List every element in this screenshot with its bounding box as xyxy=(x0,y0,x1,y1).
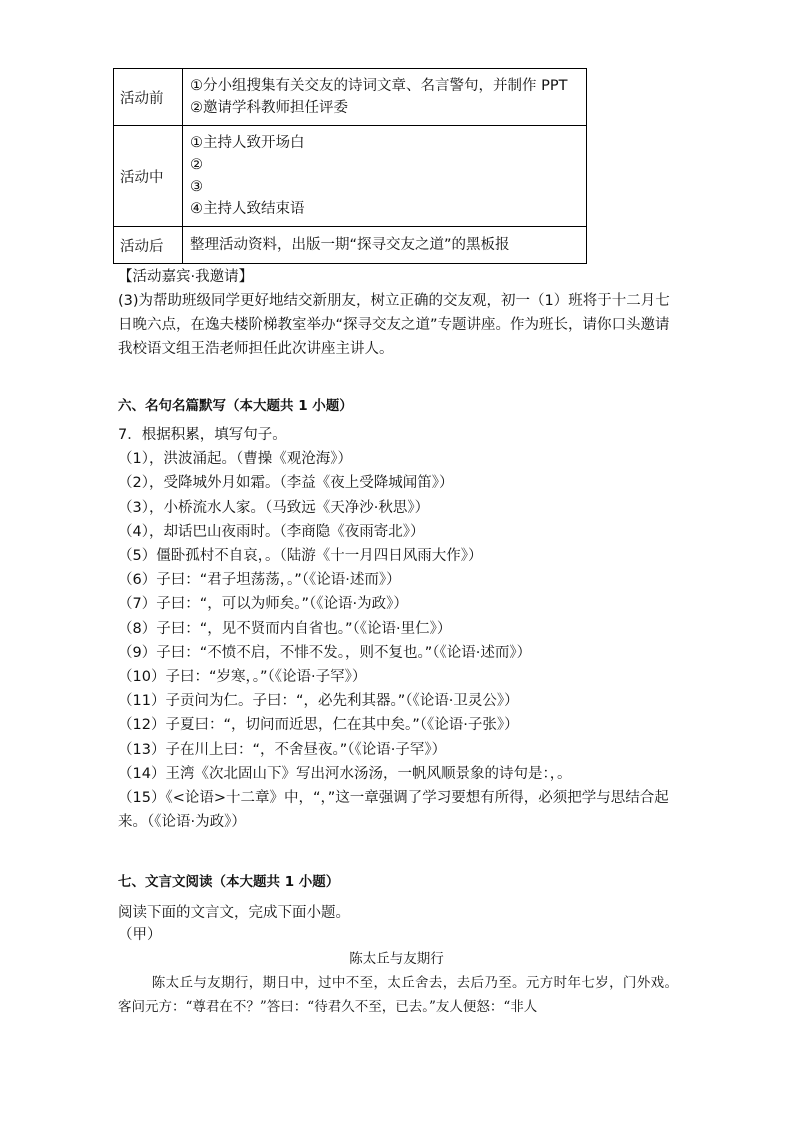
list-item: （5）僵卧孤村不自哀，。（陆游《十一月四日风雨大作》） xyxy=(118,548,483,565)
list-item: （9）子曰：“不愤不启，不悱不发。，则不复也。”（《论语·述而》） xyxy=(118,644,532,661)
table-row xyxy=(114,227,587,264)
passage-title: 陈太丘与友期行 xyxy=(349,951,444,967)
content-cell xyxy=(183,69,587,126)
list-item: （10）子曰：“岁寒，。”（《论语·子罕》） xyxy=(118,669,367,686)
content-cell xyxy=(183,227,587,264)
list-item: （12）子夏曰：“，切问而近思，仁在其中矣。”（《论语·子张》） xyxy=(118,717,519,734)
list-item: （4），却话巴山夜雨时。（李商隐《夜雨寄北》） xyxy=(118,523,425,540)
cell-line: ④主持人致结束语 xyxy=(190,201,305,217)
recitation-list xyxy=(118,423,678,834)
list-item: （8）子曰：“，见不贤而内自省也。”（《论语·里仁》） xyxy=(118,620,452,637)
list-item: （15）《<论语>十二章》中，“，”这一章强调了学习要想有所得，必须把学与思结合起来。（《论语·为政》） xyxy=(118,790,669,831)
table-row xyxy=(114,69,587,126)
stage-cell: 活动中 xyxy=(114,126,183,227)
question-intro: 7．根据积累，填写句子。 xyxy=(118,427,287,443)
cell-line: ①主持人致开场白 xyxy=(190,135,305,151)
list-item: （13）子在川上曰：“，不舍昼夜。”（《论语·子罕》） xyxy=(118,741,447,758)
passage-label: （甲） xyxy=(118,927,162,943)
passage-text: 陈太丘与友期行，期日中，过中不至，太丘舍去，去后乃至。元方时年七岁，门外戏。客问元方：“尊君在不？”答曰：“待君久不至，已去。”友人便怒：“非人 xyxy=(118,975,678,1015)
reading-intro: 阅读下面的文言文，完成下面小题。 xyxy=(118,905,350,921)
cell-line: 整理活动资料，出版一期“探寻交友之道”的黑板报 xyxy=(190,237,510,253)
cell-line: ②邀请学科教师担任评委 xyxy=(190,100,348,116)
invite-heading: 【活动嘉宾·我邀请】 xyxy=(118,269,254,285)
section6-heading: 六、名句名篇默写（本大题共 1 小题） xyxy=(118,398,353,414)
cell-line: ①分小组搜集有关交友的诗词文章、名言警句，并制作 PPT xyxy=(190,78,568,94)
list-item: （6）子曰：“君子坦荡荡，。”（《论语·述而》） xyxy=(118,572,401,589)
stage-cell: 活动后 xyxy=(114,227,183,264)
section7-heading: 七、文言文阅读（本大题共 1 小题） xyxy=(118,874,340,890)
list-item: （1），洪波涌起。（曹操《观沧海》） xyxy=(118,451,352,468)
list-item: （3），小桥流水人家。（马致远《天净沙·秋思》） xyxy=(118,499,430,516)
table-row xyxy=(114,126,587,227)
stage-cell: 活动前 xyxy=(114,69,183,126)
list-item: （2），受降城外月如霜。（李益《夜上受降城闻笛》） xyxy=(118,475,454,492)
content-cell xyxy=(183,126,587,227)
activity-table xyxy=(113,68,587,264)
cell-line: ② xyxy=(190,157,203,173)
list-item: （7）子曰：“，可以为师矣。”（《论语·为政》） xyxy=(118,596,408,613)
cell-line: ③ xyxy=(190,179,203,195)
invite-question: (3)为帮助班级同学更好地结交新朋友，树立正确的交友观，初一（1）班将于十二月七日晚六点，在逸夫楼阶梯教室举办“探寻交友之道”专题讲座。作为班长，请你口头邀请我校语文组王浩老师担任此次讲座主讲人。 xyxy=(118,293,670,357)
list-item: （11）子贡问为仁。子曰：“，必先利其器。”（《论语·卫灵公》） xyxy=(118,693,519,710)
list-item: （14）王湾《次北固山下》写出河水汤汤，一帆风顺景象的诗句是：，。 xyxy=(118,765,572,782)
